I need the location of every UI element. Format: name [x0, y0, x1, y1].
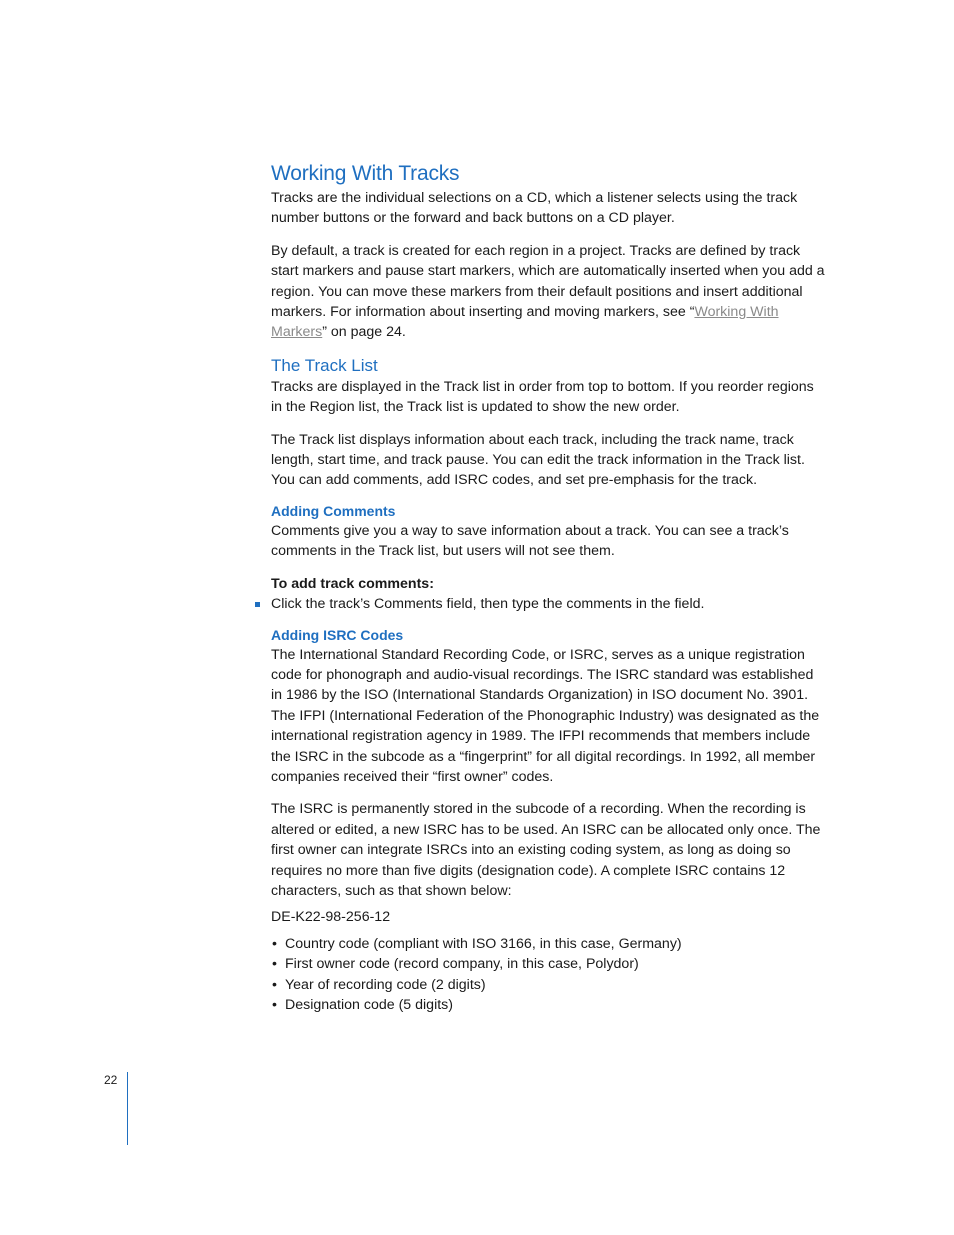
- task-step: [271, 594, 827, 614]
- task-title: To add track comments:: [271, 575, 434, 592]
- list-item-text: Year of recording code (2 digits): [285, 976, 486, 993]
- isrc-paragraph-1: The International Standard Recording Code, or ISRC, serves as a unique registration code for phonograph and audio-visual recordings. The ISRC standard was established in 1986 by the ISO (International Standards Organization) in ISO document No. 3901. The IFPI (International Federation of the Phonographic Industry) was designated as the international registration agency in 1989. The IFPI recommends that members include the ISRC in the subcode as a “fingerprint” for all digital recordings. In 1992, all member companies received their “first owner” codes.: [271, 646, 820, 785]
- task-step-text: Click the track’s Comments field, then type the comments in the field.: [271, 596, 705, 613]
- list-item: [271, 934, 827, 954]
- page-number: 22: [104, 1073, 118, 1087]
- adding-comments-heading: Adding Comments: [271, 502, 396, 519]
- track-list-paragraph-1: Tracks are displayed in the Track list in order from top to bottom. If you reorder regions in the Region list, the Track list is updated to show the new order.: [271, 378, 814, 416]
- working-with-markers-link[interactable]: Working With Markers: [271, 304, 779, 341]
- list-item-text: Designation code (5 digits): [285, 997, 453, 1013]
- section-markers-paragraph: [271, 241, 827, 343]
- bullet-icon: •: [272, 976, 277, 993]
- track-list-paragraph-2: The Track list displays information about each track, including the track name, track length, start time, and track pause. You can edit the track information in the Track list. You can add comments, add ISRC codes, and set pre-emphasis for the track.: [271, 431, 805, 489]
- adding-isrc-heading: Adding ISRC Codes: [271, 626, 404, 643]
- isrc-parts-list: [271, 934, 827, 1016]
- list-item: [271, 995, 827, 1015]
- square-bullet-icon: [255, 602, 260, 607]
- isrc-paragraph-2: The ISRC is permanently stored in the subcode of a recording. When the recording is altered or edited, a new ISRC has to be used. An ISRC can be allocated only once. The first owner can integrate ISRCs into an existing coding system, as long as doing so requires no more than five digits (designation code). A complete ISRC contains 12 characters, such as that shown below:: [271, 801, 821, 899]
- markers-text-before: By default, a track is created for each region in a project. Tracks are defined by track start markers and pause start markers, which are automatically inserted when you add a region. You can move these markers from their default positions and insert additional markers. For information about inserting and moving markers, see “: [271, 242, 825, 321]
- bullet-icon: •: [272, 956, 277, 973]
- section-title: Working With Tracks: [271, 162, 460, 185]
- page-divider-rule: [127, 1072, 128, 1145]
- section-intro-paragraph: Tracks are the individual selections on a CD, which a listener selects using the track number buttons or the forward and back buttons on a CD player.: [271, 190, 798, 227]
- list-item: [271, 975, 827, 995]
- bullet-icon: •: [272, 935, 277, 952]
- isrc-example-code: DE-K22-98-256-12: [271, 909, 391, 926]
- markers-text-after: ” on page 24.: [322, 324, 406, 341]
- list-item-text: First owner code (record company, in this case, Polydor): [285, 956, 639, 973]
- adding-comments-paragraph: Comments give you a way to save information about a track. You can see a track’s comments in the Track list, but users will not see them.: [271, 522, 789, 560]
- bullet-icon: •: [272, 997, 277, 1013]
- page-content: [271, 160, 827, 1015]
- list-item-text: Country code (compliant with ISO 3166, in this case, Germany): [285, 935, 682, 952]
- list-item: [271, 954, 827, 974]
- track-list-heading: The Track List: [271, 355, 378, 375]
